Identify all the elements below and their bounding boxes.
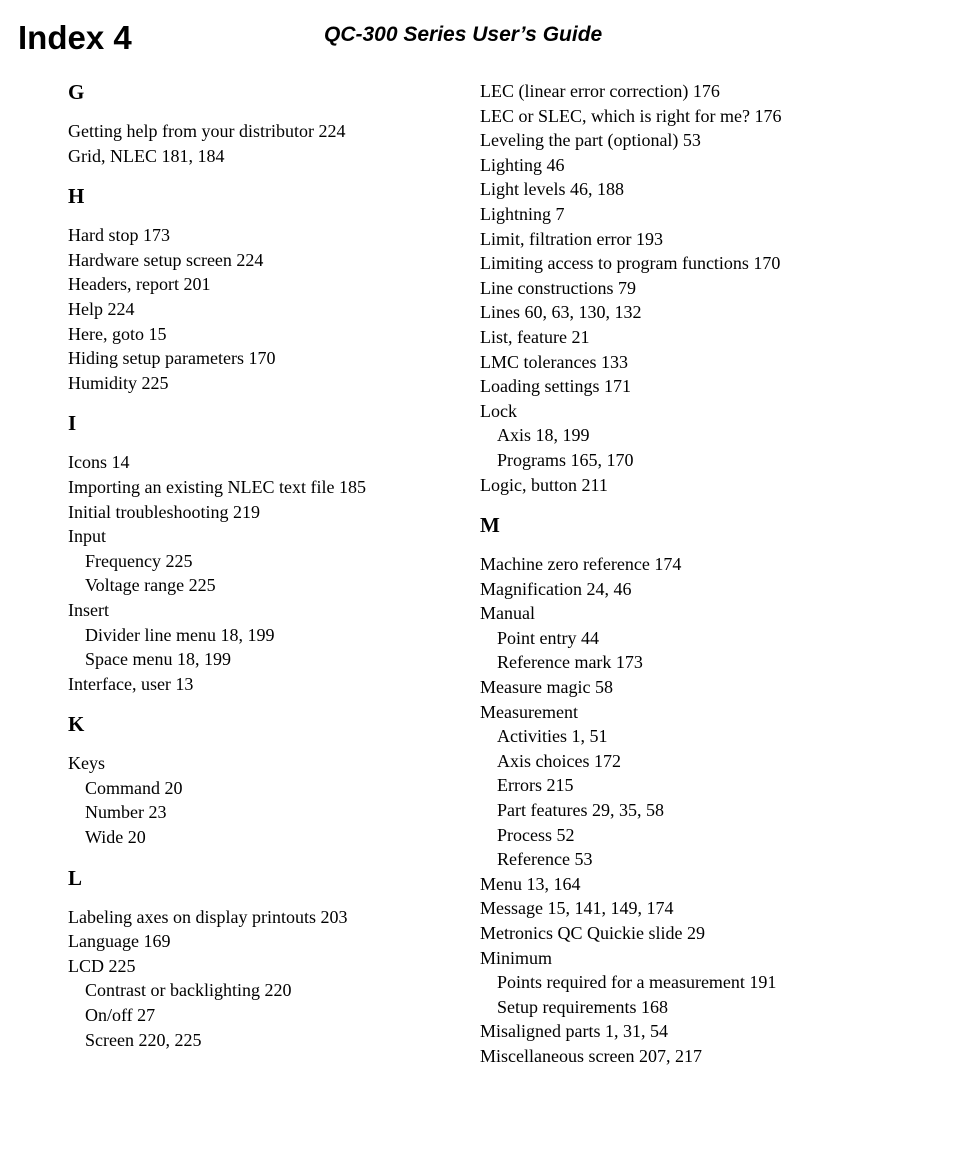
index-entry: Measurement xyxy=(480,701,578,722)
index-subentry: Voltage range 225 xyxy=(85,575,216,596)
index-entry: Humidity 225 xyxy=(68,372,169,393)
index-column-right xyxy=(480,79,900,1069)
page-section-title: Index 4 xyxy=(18,19,132,56)
index-subentry: Screen 220, 225 xyxy=(85,1029,202,1050)
index-entry: Help 224 xyxy=(68,298,135,319)
index-entry: LMC tolerances 133 xyxy=(480,351,628,372)
index-subentry: Frequency 225 xyxy=(85,550,193,571)
index-entry: Leveling the part (optional) 53 xyxy=(480,130,701,151)
index-subentry: Programs 165, 170 xyxy=(497,449,634,470)
index-entry: Limiting access to program functions 170 xyxy=(480,253,781,274)
index-entry: Hard stop 173 xyxy=(68,225,170,246)
index-entry: Misaligned parts 1, 31, 54 xyxy=(480,1021,668,1042)
index-entry: Grid, NLEC 181, 184 xyxy=(68,145,225,166)
index-column-left xyxy=(68,79,488,1052)
index-letter-heading: K xyxy=(68,712,85,737)
index-entry: Icons 14 xyxy=(68,452,130,473)
index-entry: Menu 13, 164 xyxy=(480,873,581,894)
index-letter-heading: I xyxy=(68,411,77,436)
index-subentry: Axis 18, 199 xyxy=(497,425,590,446)
index-subentry: Number 23 xyxy=(85,802,167,823)
index-entry: Initial troubleshooting 219 xyxy=(68,501,260,522)
index-entry: Light levels 46, 188 xyxy=(480,179,624,200)
index-entry: LCD 225 xyxy=(68,955,136,976)
index-entry: Magnification 24, 46 xyxy=(480,578,632,599)
index-entry: Input xyxy=(68,526,106,547)
index-entry-list xyxy=(480,552,900,1068)
index-subentry: On/off 27 xyxy=(85,1005,156,1026)
index-entry: Headers, report 201 xyxy=(68,274,211,295)
index-letter-heading: H xyxy=(68,184,85,209)
index-subentry: Process 52 xyxy=(497,824,575,845)
index-entry: Importing an existing NLEC text file 185 xyxy=(68,476,366,497)
index-entry: Metronics QC Quickie slide 29 xyxy=(480,923,705,943)
index-subentry: Point entry 44 xyxy=(497,627,599,648)
index-entry: Manual xyxy=(480,603,535,624)
index-entry: Interface, user 13 xyxy=(68,673,194,694)
index-subentry: Setup requirements 168 xyxy=(497,996,668,1017)
index-entry: Lock xyxy=(480,400,517,421)
index-subentry: Contrast or backlighting 220 xyxy=(85,980,292,1001)
index-entry: Language 169 xyxy=(68,931,171,952)
index-subentry: Wide 20 xyxy=(85,827,146,848)
index-entry: Measure magic 58 xyxy=(480,677,613,698)
index-subentry: Command 20 xyxy=(85,777,183,798)
guide-title: QC-300 Series User’s Guide xyxy=(324,23,603,46)
index-entry: Machine zero reference 174 xyxy=(480,554,682,575)
index-entry-list xyxy=(68,751,488,849)
index-entry: Lines 60, 63, 130, 132 xyxy=(480,302,642,323)
index-entry: Here, goto 15 xyxy=(68,323,167,344)
index-letter-heading: M xyxy=(480,513,500,538)
index-entry: Hiding setup parameters 170 xyxy=(68,348,276,369)
index-letter-heading: L xyxy=(68,865,83,890)
index-entry-list xyxy=(68,905,488,1053)
index-subentry: Divider line menu 18, 199 xyxy=(85,624,275,645)
index-entry: Miscellaneous screen 207, 217 xyxy=(480,1045,702,1066)
index-entry: List, feature 21 xyxy=(480,326,590,347)
index-subentry: Axis choices 172 xyxy=(497,750,621,771)
index-entry: Labeling axes on display printouts 203 xyxy=(68,906,348,927)
index-entry: LEC or SLEC, which is right for me? 176 xyxy=(480,105,782,126)
index-entry: Lighting 46 xyxy=(480,154,565,175)
index-entry: Insert xyxy=(68,599,109,620)
index-subentry: Part features 29, 35, 58 xyxy=(497,800,664,821)
index-entry: Hardware setup screen 224 xyxy=(68,249,264,270)
index-entry: Keys xyxy=(68,753,105,774)
index-entry-list xyxy=(480,79,900,497)
index-subentry: Space menu 18, 199 xyxy=(85,649,231,670)
index-entry: Message 15, 141, 149, 174 xyxy=(480,898,674,919)
index-entry: Line constructions 79 xyxy=(480,277,636,298)
index-subentry: Activities 1, 51 xyxy=(497,726,608,747)
index-entry: Limit, filtration error 193 xyxy=(480,228,663,249)
index-subentry: Points required for a measurement 191 xyxy=(497,972,777,993)
index-entry-list xyxy=(68,119,488,168)
index-entry: Lightning 7 xyxy=(480,203,565,224)
index-entry: Getting help from your distributor 224 xyxy=(68,121,346,141)
index-subentry: Reference mark 173 xyxy=(497,652,643,673)
index-entry: Minimum xyxy=(480,947,553,968)
index-entry: LEC (linear error correction) 176 xyxy=(480,81,720,101)
index-entry-list xyxy=(68,450,488,696)
index-entry-list xyxy=(68,223,488,395)
index-entry: Loading settings 171 xyxy=(480,376,631,397)
index-entry: Logic, button 211 xyxy=(480,474,608,495)
index-letter-heading: G xyxy=(68,80,85,104)
index-subentry: Errors 215 xyxy=(497,775,574,796)
index-subentry: Reference 53 xyxy=(497,849,593,870)
